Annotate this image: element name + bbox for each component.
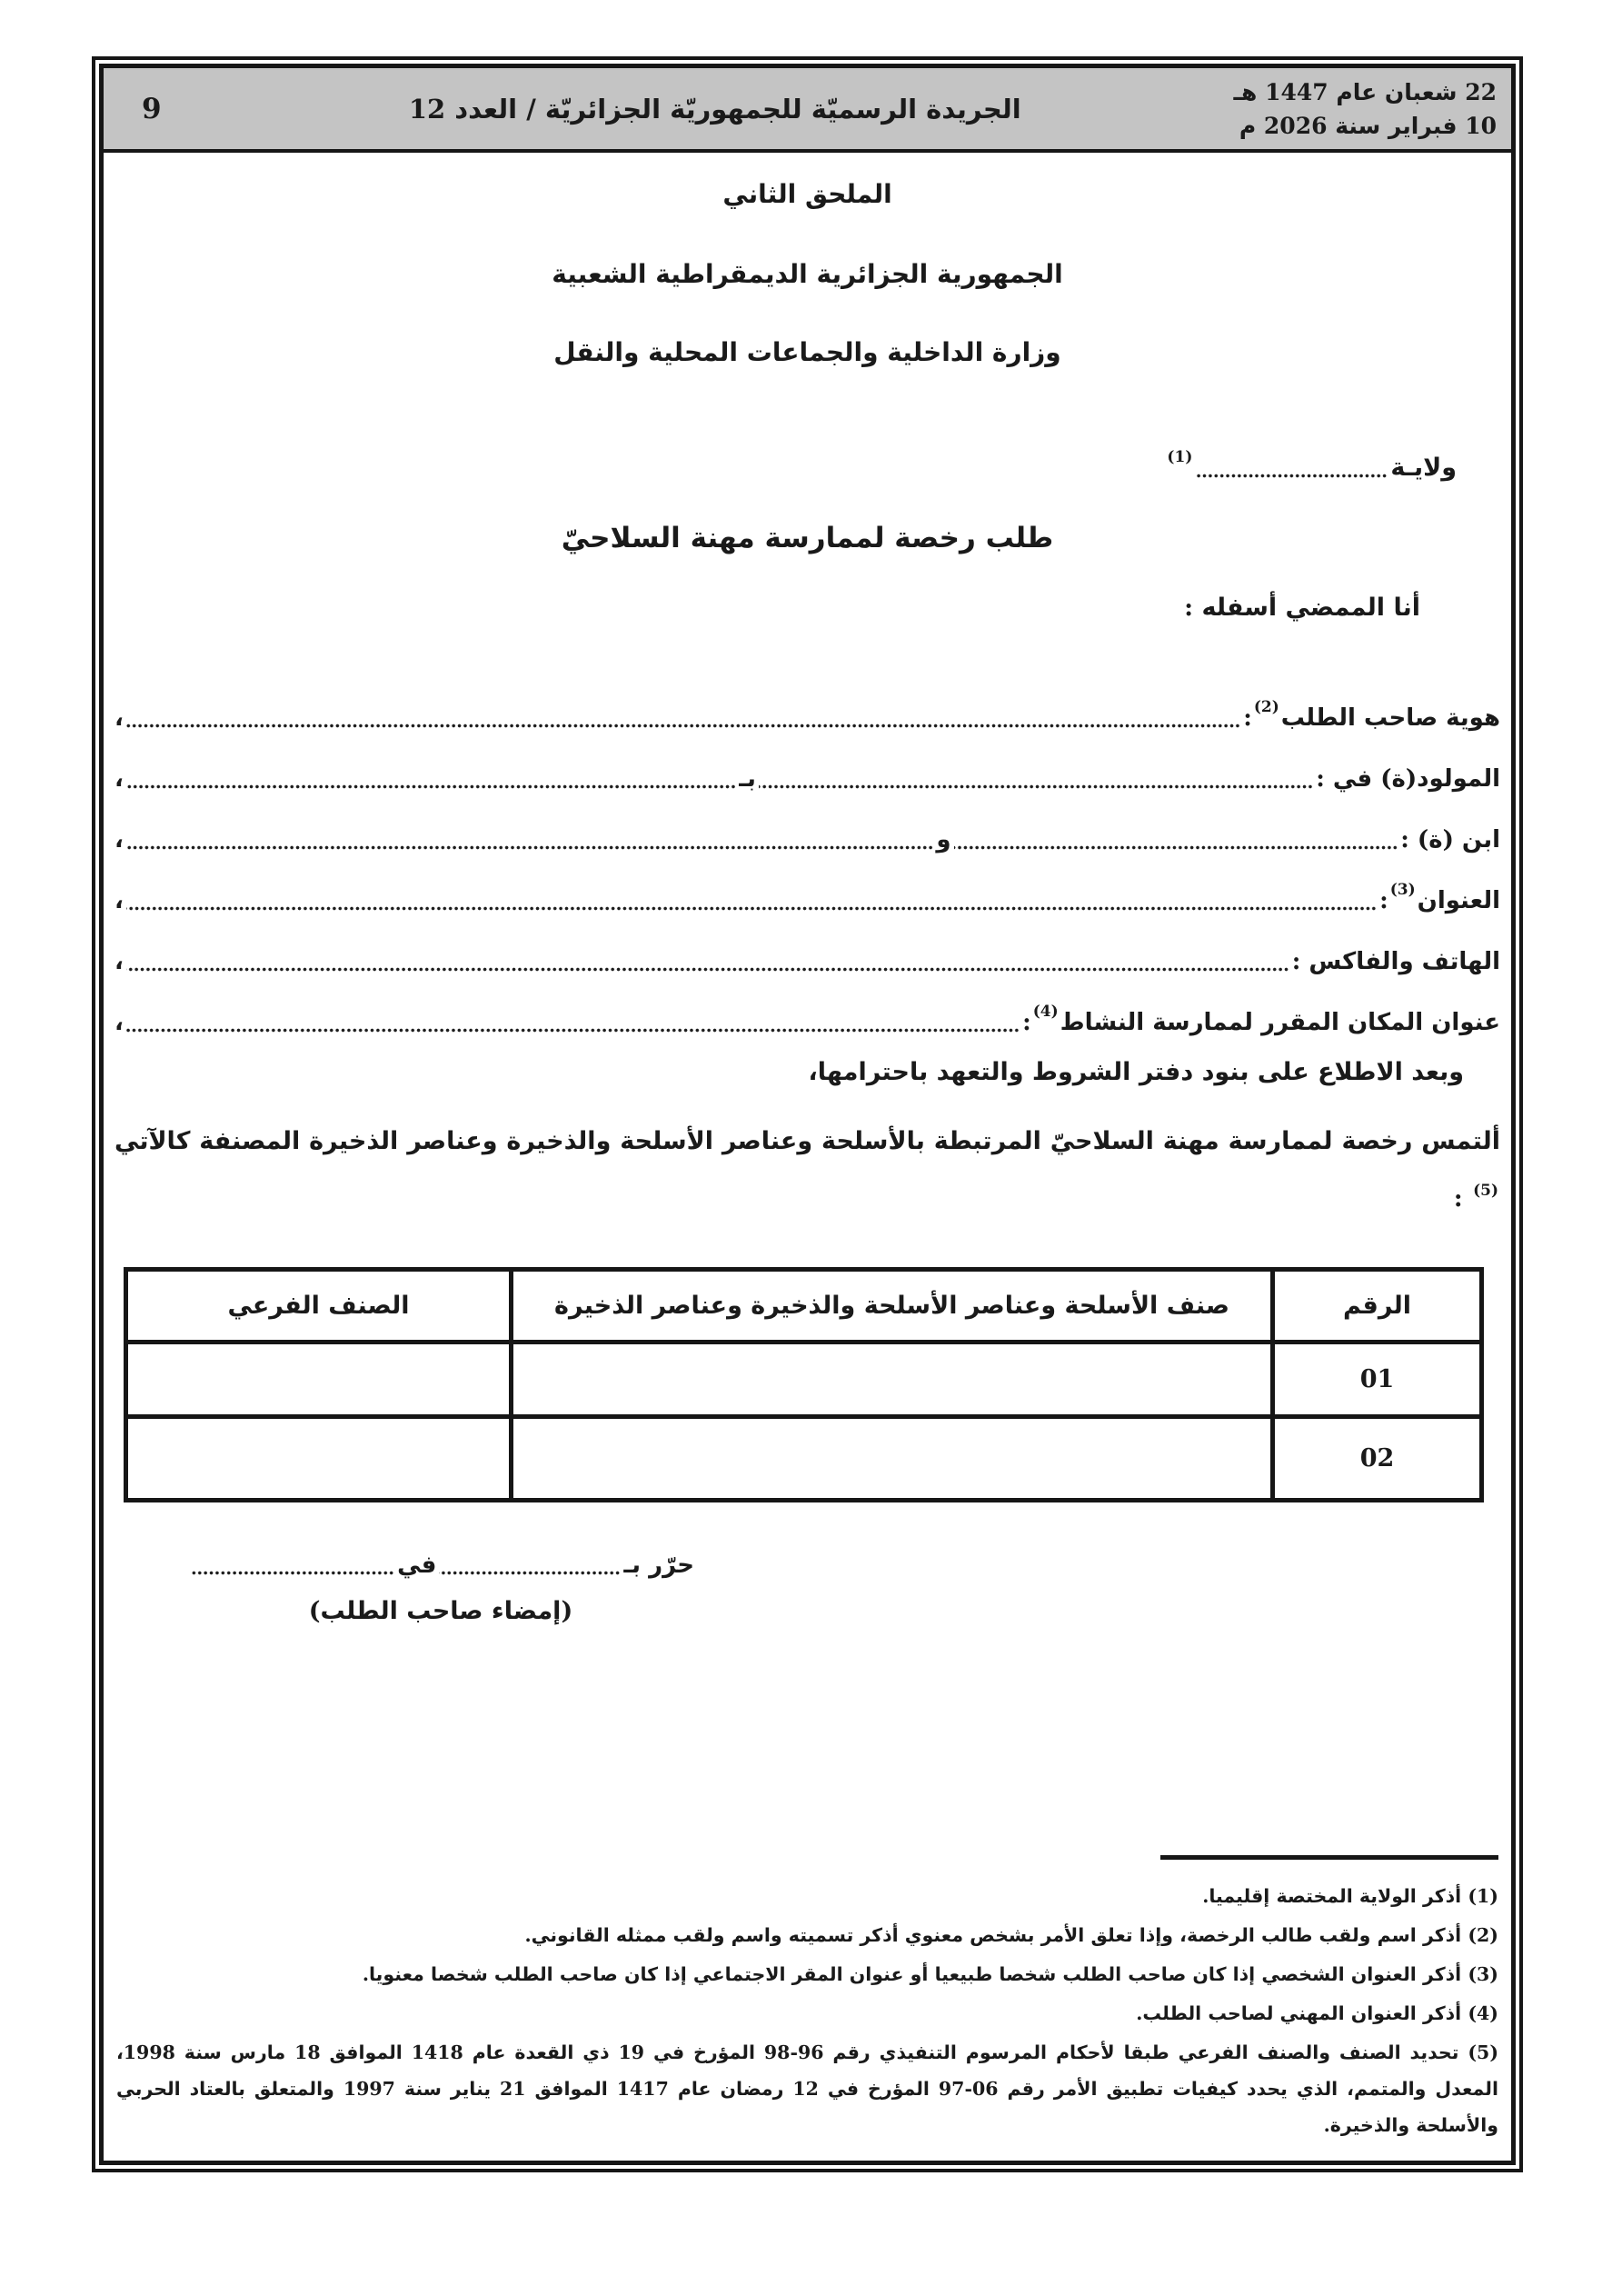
- row-number-cell: 02: [1273, 1417, 1482, 1501]
- form-title: طلب رخصة لممارسة مهنة السلاحيّ: [561, 522, 1054, 554]
- label-text: ابن (ة) :: [1400, 826, 1500, 854]
- col-header-category: صنف الأسلحة وعناصر الأسلحة والذخيرة وعناصر الذخيرة: [512, 1270, 1273, 1343]
- footnote-marker: (5): [1473, 1182, 1498, 1200]
- category-cell: [512, 1343, 1273, 1417]
- page-border-frame: [92, 56, 1523, 2172]
- subcategory-cell: [126, 1343, 512, 1417]
- footnote: (5) تحديد الصنف والصنف الفرعي طبقا لأحكام المرسوم التنفيذي رقم 96-98 المؤرخ في 19 ذي القعدة عام 1418 الموافق 18 مارس سنة 1998، المعدل والمتمم، الذي يحدد كيفيات تطبيق الأمر رقم 06-97 المؤرخ في 12 رمضان عام 1417 الموافق 21 يناير سنة 1997 والمتعلق بالعتاد الحربي والأسلحة والذخيرة.: [116, 2041, 1499, 2136]
- label-text: العنوان: [1417, 887, 1500, 914]
- label-text: ،: [114, 1009, 124, 1036]
- label-text: بـ: [739, 765, 756, 793]
- col-header-number: الرقم: [1273, 1270, 1482, 1343]
- dotted-blank: [126, 784, 736, 789]
- dotted-blank: [126, 967, 1289, 972]
- label-text: المولود(ة) في :: [1316, 765, 1500, 793]
- label-text: ولايـة: [1390, 454, 1457, 482]
- footnote: (1) أذكر الولاية المختصة إقليميا.: [1202, 1885, 1498, 1907]
- dotted-blank: [439, 1571, 621, 1575]
- label-text: عنوان المكان المقرر لممارسة النشاط: [1060, 1009, 1500, 1036]
- label-text: ،: [114, 704, 124, 732]
- dotted-blank: [759, 784, 1313, 789]
- footnotes: [114, 1878, 1500, 2143]
- label-text: ،: [114, 948, 124, 975]
- dotted-blank: [126, 724, 1240, 728]
- form-field-line: [114, 805, 1500, 866]
- gazette-header-band: [104, 68, 1511, 153]
- label-text: و: [936, 826, 951, 854]
- table-row: [126, 1343, 1482, 1417]
- label-text: هوية صاحب الطلب: [1280, 704, 1500, 732]
- footnote-marker: (4): [1032, 1003, 1059, 1021]
- dotted-blank: [126, 906, 1377, 911]
- form-fields: [114, 684, 1500, 1049]
- dotted-blank: [954, 845, 1398, 850]
- table-row: [126, 1417, 1482, 1501]
- annex-title: الملحق الثاني: [722, 179, 892, 209]
- footnote-marker: (3): [1389, 881, 1416, 899]
- pledge-line: وبعد الاطلاع على بنود دفتر الشروط والتعهد باحترامها،: [808, 1058, 1464, 1086]
- label-text: :: [1243, 704, 1252, 732]
- table-header-row: [126, 1270, 1482, 1343]
- dotted-blank: [126, 1028, 1020, 1033]
- label-text: ،: [114, 765, 124, 793]
- page-inner-frame: [99, 64, 1516, 2165]
- footnote-marker: (2): [1253, 698, 1279, 716]
- footnote: (2) أذكر اسم ولقب طالب الرخصة، وإذا تعلق الأمر بشخص معنوي أذكر تسميته واسم ولقب ممثله القانوني.: [524, 1924, 1498, 1946]
- page-number: 9: [142, 92, 162, 125]
- form-field-line: [114, 744, 1500, 805]
- form-field-line: [114, 684, 1500, 744]
- row-number-cell: 01: [1273, 1343, 1482, 1417]
- dotted-blank: [126, 845, 934, 850]
- issued-block: [187, 1550, 694, 1628]
- label-text: حرّر بـ: [623, 1552, 694, 1579]
- footnote: (4) أذكر العنوان المهني لصاحب الطلب.: [1136, 2002, 1498, 2024]
- republic-title: الجمهورية الجزائرية الديمقراطية الشعبية: [552, 259, 1063, 289]
- undersigned-line: أنا الممضي أسفله :: [1184, 594, 1420, 622]
- label-text: في: [397, 1552, 437, 1579]
- journal-title: الجريدة الرسميّة للجمهوريّة الجزائريّة / العدد 12: [408, 93, 1021, 125]
- form-field-line: [114, 866, 1500, 927]
- form-field-line: [114, 927, 1500, 988]
- request-body: ألتمس رخصة لممارسة مهنة السلاحيّ المرتبطة بالأسلحة وعناصر الأسلحة والذخيرة وعناصر الذخيرة المصنفة كالآتي: [114, 1127, 1500, 1155]
- label-text: :: [1022, 1009, 1031, 1036]
- category-cell: [512, 1417, 1273, 1501]
- gregorian-date: 10 فبراير سنة 2026 م: [1239, 112, 1497, 139]
- footnote: (3) أذكر العنوان الشخصي إذا كان صاحب الطلب شخصا طبيعيا أو عنوان المقر الاجتماعي إذا كان صاحب الطلب شخصا معنويا.: [362, 1963, 1498, 1985]
- label-text: ،: [114, 887, 124, 914]
- ministry-title: وزارة الداخلية والجماعات المحلية والنقل: [553, 337, 1061, 367]
- dotted-blank: [190, 1571, 394, 1575]
- header-dates: [1233, 75, 1497, 143]
- footnote-separator: [1160, 1855, 1498, 1860]
- signature-note: (إمضاء صاحب الطلب): [308, 1597, 573, 1625]
- col-header-subcategory: الصنف الفرعي: [126, 1270, 512, 1343]
- request-paragraph: [114, 1113, 1500, 1231]
- hijri-date: 22 شعبان عام 1447 هـ: [1233, 78, 1497, 105]
- request-tail: :: [1453, 1184, 1472, 1213]
- form-field-line: [114, 988, 1500, 1049]
- subcategory-cell: [126, 1417, 512, 1501]
- wilaya-line: [114, 448, 1500, 484]
- form-content: [104, 178, 1511, 2143]
- dotted-blank: [1197, 474, 1388, 478]
- issued-at-line: [187, 1550, 694, 1581]
- footnote-marker: (1): [1167, 448, 1193, 466]
- label-text: :: [1379, 887, 1388, 914]
- label-text: ،: [114, 826, 124, 854]
- weapons-category-table: [124, 1267, 1484, 1502]
- label-text: الهاتف والفاكس :: [1291, 948, 1500, 975]
